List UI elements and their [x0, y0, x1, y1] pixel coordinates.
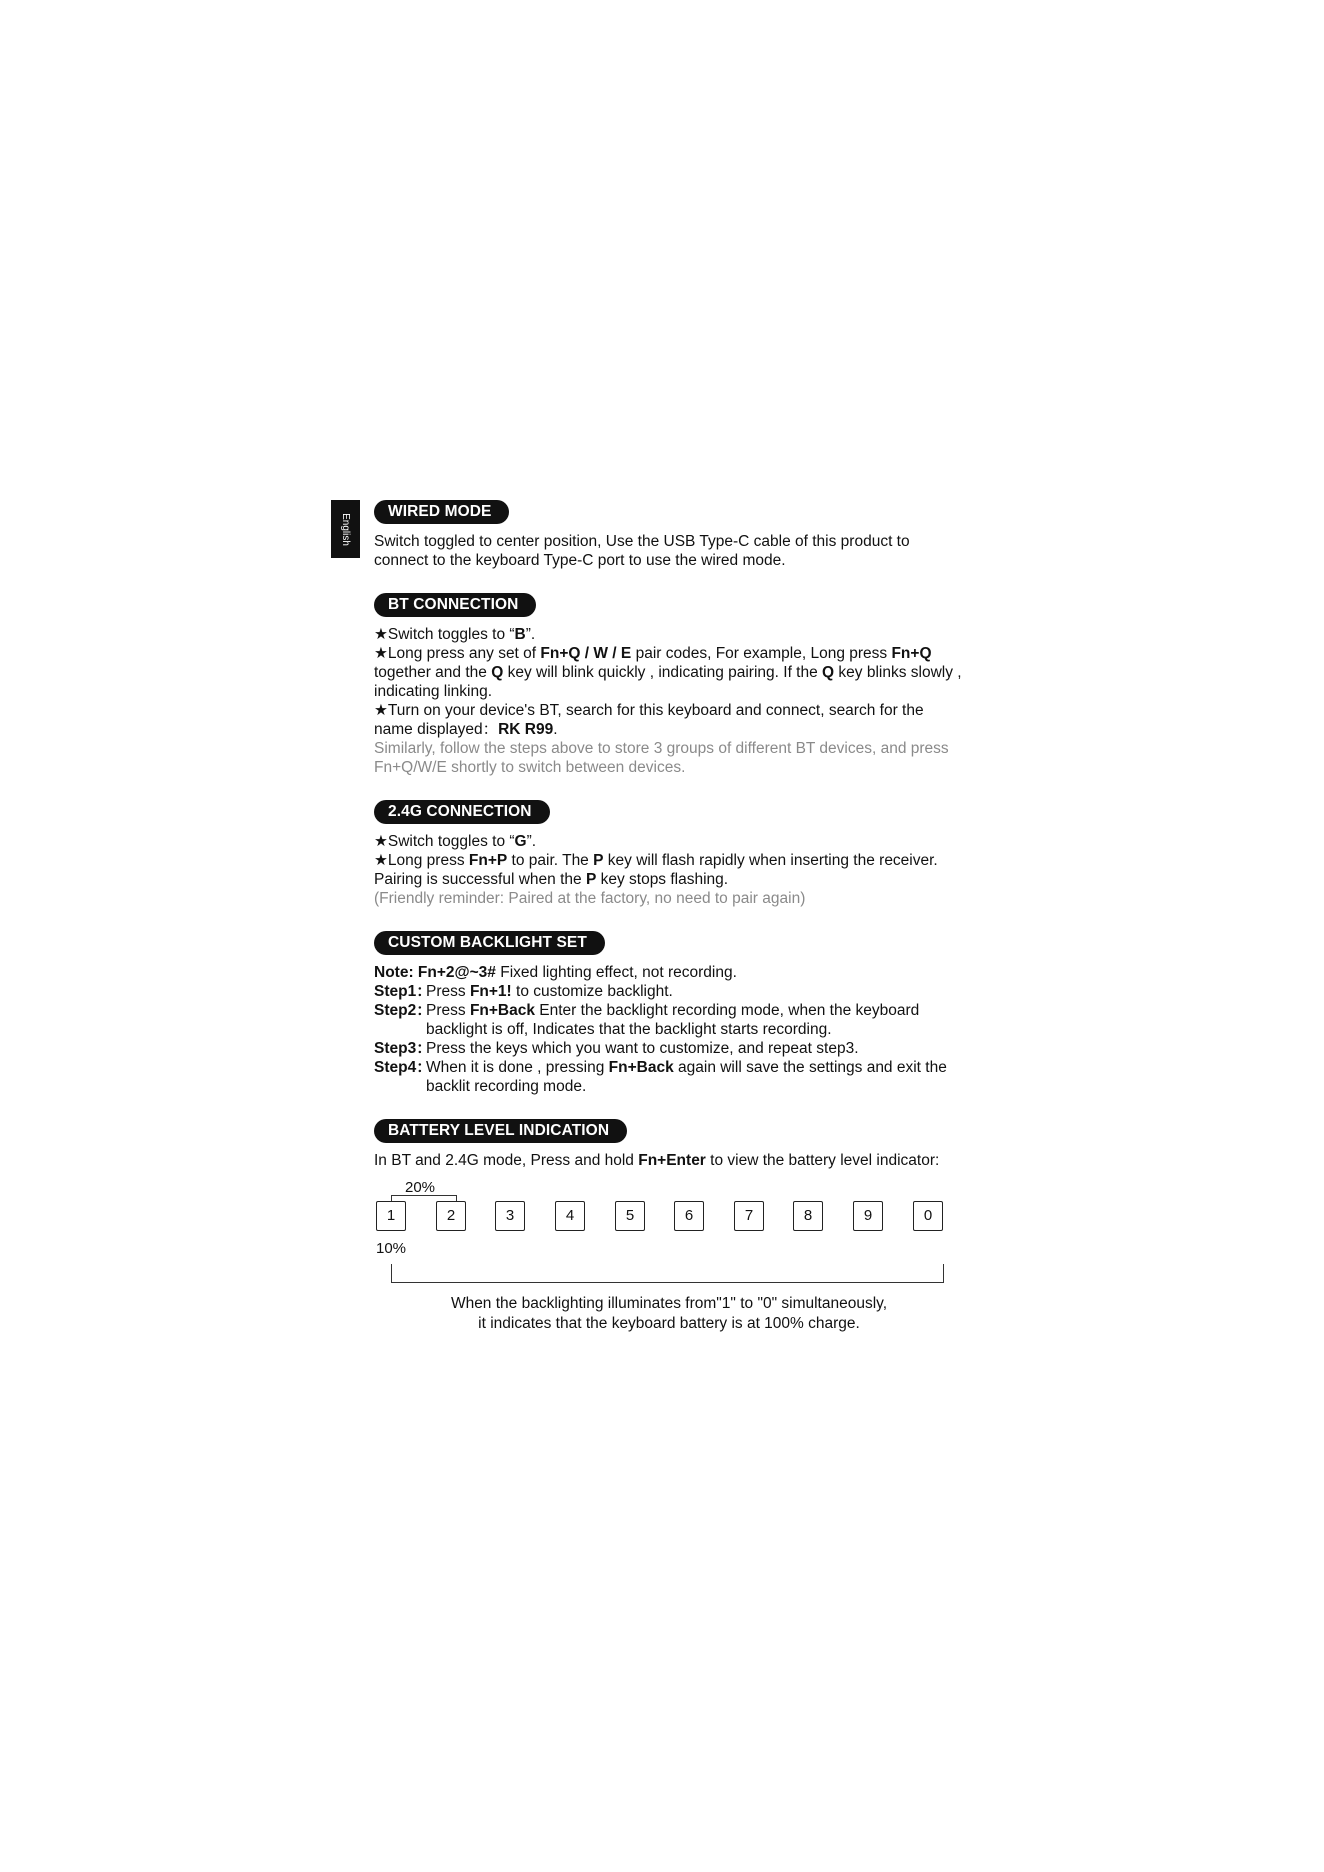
g24-connection-heading: 2.4G CONNECTION [374, 800, 550, 824]
key-1: 1 [376, 1201, 406, 1231]
bt-step-connect: ★Turn on your device's BT, search for this keyboard and connect, search for the name displayed：RK R99. [374, 702, 924, 738]
backlight-step-4: Step4： When it is done , pressing Fn+Back again will save the settings and exit the backlit recording mode. [374, 1059, 947, 1095]
key-8: 8 [793, 1201, 823, 1231]
backlight-step-3: Step3： Press the keys which you want to customize, and repeat step3. [374, 1040, 859, 1057]
backlight-section [374, 931, 964, 1096]
battery-caption [374, 1294, 964, 1334]
battery-section [374, 1119, 964, 1344]
backlight-heading: CUSTOM BACKLIGHT SET [374, 931, 605, 955]
wired-mode-text: Switch toggled to center position, Use the USB Type-C cable of this product to connect to the keyboard Type-C port to use the wired mode. [374, 533, 910, 569]
bt-note: Similarly, follow the steps above to store 3 groups of different BT devices, and press Fn+Q/W/E shortly to switch between devices. [374, 740, 949, 776]
language-tab [331, 500, 360, 558]
language-tab-label: English [340, 512, 351, 546]
battery-intro: In BT and 2.4G mode, Press and hold Fn+Enter to view the battery level indicator: [374, 1152, 940, 1169]
battery-full-range-bracket [391, 1264, 944, 1283]
g24-connection-section [374, 800, 964, 908]
manual-content [374, 500, 964, 1367]
bt-connection-heading: BT CONNECTION [374, 593, 536, 617]
key-5: 5 [615, 1201, 645, 1231]
battery-20-percent-label: 20% [405, 1179, 436, 1196]
key-6: 6 [674, 1201, 704, 1231]
backlight-step-2: Step2： Press Fn+Back Enter the backlight recording mode, when the keyboard backlight is off, Indicates that the backlight starts recording. [374, 1002, 920, 1038]
backlight-note: Note: Fn+2@~3# Fixed lighting effect, not recording. [374, 964, 737, 981]
wired-mode-section [374, 500, 964, 570]
battery-heading: BATTERY LEVEL INDICATION [374, 1119, 627, 1143]
battery-caption-line-2: it indicates that the keyboard battery is at 100% charge. [478, 1315, 860, 1332]
battery-caption-line-1: When the backlighting illuminates from"1" to "0" simultaneously, [450, 1295, 888, 1312]
bt-connection-section [374, 593, 964, 777]
battery-10-percent-label: 10% [376, 1240, 407, 1257]
key-0: 0 [913, 1201, 943, 1231]
g24-step-switch: ★Switch toggles to “G”. [374, 833, 537, 850]
key-2: 2 [436, 1201, 466, 1231]
key-3: 3 [495, 1201, 525, 1231]
key-9: 9 [853, 1201, 883, 1231]
wired-mode-heading: WIRED MODE [374, 500, 509, 524]
backlight-step-1: Step1： Press Fn+1! to customize backlight. [374, 983, 673, 1000]
key-4: 4 [555, 1201, 585, 1231]
g24-reminder: (Friendly reminder: Paired at the factory, no need to pair again) [374, 890, 806, 907]
battery-key-row [376, 1201, 956, 1233]
bt-step-pair: ★Long press any set of Fn+Q / W / E pair codes, For example, Long press Fn+Q together and the Q key will blink quickly , indicating pairing. If the Q key blinks slowly , indicating linking. [374, 645, 962, 700]
bt-step-switch: ★Switch toggles to “B”. [374, 626, 536, 643]
g24-step-pair: ★Long press Fn+P to pair. The P key will flash rapidly when inserting the receiver. Pairing is successful when the P key stops flashing. [374, 852, 938, 888]
battery-diagram [374, 1179, 964, 1344]
key-7: 7 [734, 1201, 764, 1231]
